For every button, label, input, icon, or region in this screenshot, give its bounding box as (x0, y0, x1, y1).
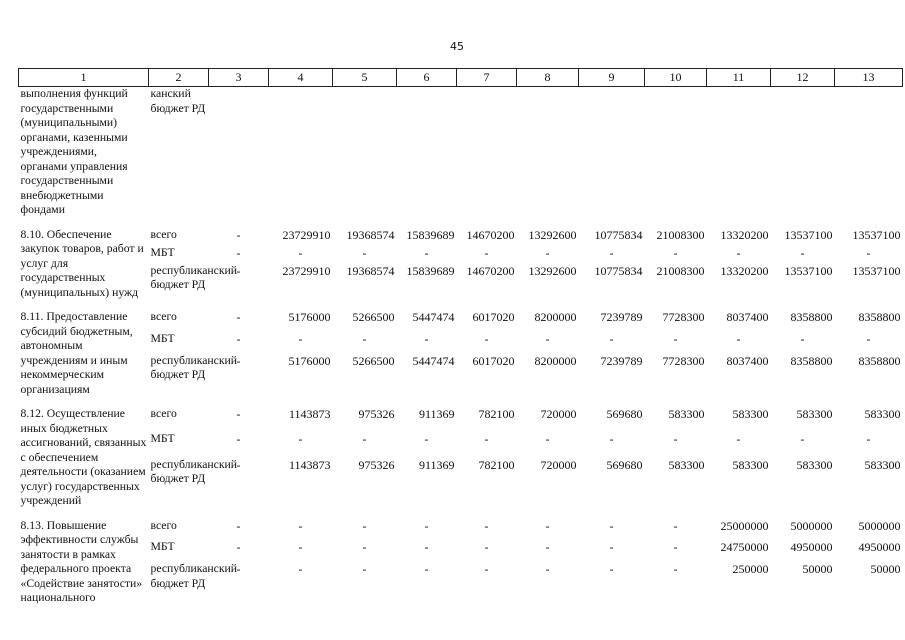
section-spacer (19, 509, 903, 519)
amount-cell: - (545, 245, 550, 260)
amount-cell: - (800, 245, 805, 260)
amount-cell: 14670200 (466, 263, 515, 278)
column-header: 10 (645, 69, 707, 87)
amount-cell: 720000 (540, 457, 577, 472)
amount-cell: 569680 (606, 407, 643, 421)
amount-cell: - (866, 245, 871, 260)
amount-cell: 720000 (540, 407, 577, 421)
amount-cell: - (673, 540, 678, 555)
continuation-row (19, 87, 903, 218)
amount-cell: - (609, 245, 614, 260)
table-row (19, 228, 903, 246)
amount-cell: - (609, 562, 614, 576)
amount-cell: 23729910 (282, 263, 331, 278)
amount-cell: - (609, 331, 614, 346)
col3-cell: - (236, 407, 241, 421)
col3-cell: - (236, 310, 241, 324)
table-row (19, 407, 903, 432)
table-row (19, 310, 903, 332)
amount-cell: 975326 (358, 457, 395, 472)
amount-cell: 50000 (802, 562, 833, 576)
amount-cell: 5176000 (288, 310, 331, 324)
amount-cell: - (484, 432, 489, 447)
col3-cell: - (236, 353, 241, 368)
measure-description: 8.13. Повышение эффективности службы занятости в рамках федерального проекта «Содействие занятости» национального (20, 518, 143, 604)
continuation-budget-type: канский бюджет РД (150, 87, 206, 115)
budget-type: всего (150, 407, 177, 420)
amount-cell: 5266500 (352, 353, 395, 368)
budget-type: МБТ (150, 245, 175, 259)
amount-cell: - (866, 331, 871, 346)
amount-cell: - (362, 540, 367, 555)
amount-cell: - (800, 331, 805, 346)
amount-cell: 583300 (864, 407, 901, 421)
budget-type: всего (150, 518, 177, 532)
amount-cell: 19368574 (346, 227, 395, 242)
column-header: 12 (771, 69, 835, 87)
amount-cell: 5000000 (858, 518, 901, 533)
amount-cell: - (298, 331, 303, 346)
amount-cell: 50000 (870, 562, 901, 576)
amount-cell: 782100 (478, 457, 515, 472)
budget-type: республиканский бюджет РД (150, 263, 238, 292)
budget-type: МБТ (150, 432, 175, 446)
amount-cell: - (545, 540, 550, 555)
amount-cell: - (362, 245, 367, 260)
amount-cell: - (866, 432, 871, 447)
amount-cell: 23729910 (282, 227, 331, 242)
amount-cell: - (424, 432, 429, 447)
amount-cell: - (362, 518, 367, 533)
amount-cell: 13537100 (852, 227, 901, 242)
table-row (19, 540, 903, 562)
column-header: 3 (209, 69, 269, 87)
amount-cell: - (484, 518, 489, 533)
col3-cell: - (236, 331, 241, 346)
budget-type: республиканский бюджет РД (150, 457, 238, 486)
amount-cell: - (484, 245, 489, 260)
amount-cell: - (609, 432, 614, 447)
budget-type: республиканский бюджет РД (150, 562, 238, 590)
amount-cell: - (298, 245, 303, 260)
amount-cell: 583300 (668, 457, 705, 472)
amount-cell: - (736, 245, 741, 260)
amount-cell: - (424, 518, 429, 533)
amount-cell: 782100 (478, 407, 515, 421)
amount-cell: 25000000 (720, 518, 769, 533)
column-header: 1 (19, 69, 149, 87)
amount-cell: 911369 (418, 457, 455, 472)
table-row (19, 264, 903, 300)
amount-cell: - (484, 540, 489, 555)
amount-cell: 4950000 (790, 540, 833, 555)
measure-description: 8.10. Обеспечение закупок товаров, работ и услуг для государственных (муниципальных) нужд (20, 227, 144, 299)
amount-cell: - (673, 245, 678, 260)
amount-cell: 19368574 (346, 263, 395, 278)
amount-cell: 7239789 (600, 310, 643, 324)
amount-cell: - (298, 518, 303, 533)
column-header: 2 (149, 69, 209, 87)
amount-cell: 21008300 (656, 263, 705, 278)
budget-table (18, 68, 903, 606)
section-spacer (19, 218, 903, 228)
amount-cell: 8358800 (858, 353, 901, 368)
amount-cell: 5266500 (352, 310, 395, 324)
column-header: 7 (457, 69, 517, 87)
amount-cell: 8200000 (534, 310, 577, 324)
amount-cell: - (545, 432, 550, 447)
budget-type: МБТ (150, 540, 175, 554)
budget-type: республиканский бюджет РД (150, 353, 238, 381)
amount-cell: - (424, 562, 429, 576)
amount-cell: 14670200 (466, 227, 515, 242)
table-body (19, 87, 903, 606)
col3-cell: - (236, 540, 241, 555)
amount-cell: 6017020 (472, 353, 515, 368)
amount-cell: - (484, 562, 489, 576)
amount-cell: 583300 (796, 457, 833, 472)
amount-cell: 5176000 (288, 353, 331, 368)
amount-cell: - (298, 432, 303, 447)
amount-cell: - (298, 562, 303, 576)
amount-cell: - (609, 540, 614, 555)
amount-cell: - (673, 432, 678, 447)
column-header: 11 (707, 69, 771, 87)
continuation-description: выполнения функций государственными (муниципальными) органами, казенными учреждениями, органами управления государственными внебюджетными фондами (20, 87, 128, 216)
amount-cell: 583300 (732, 407, 769, 421)
column-header: 6 (397, 69, 457, 87)
section-spacer (19, 300, 903, 310)
col3-cell: - (236, 227, 241, 242)
amount-cell: - (362, 432, 367, 447)
budget-type: всего (150, 310, 177, 323)
page-number: 45 (450, 40, 464, 53)
amount-cell: 10775834 (594, 263, 643, 278)
amount-cell: 569680 (606, 457, 643, 472)
amount-cell: 13537100 (784, 263, 833, 278)
amount-cell: - (609, 518, 614, 533)
amount-cell: 5447474 (412, 310, 455, 324)
column-header: 5 (333, 69, 397, 87)
section-spacer (19, 397, 903, 407)
amount-cell: 5447474 (412, 353, 455, 368)
budget-type: всего (150, 227, 177, 241)
budget-type: МБТ (150, 331, 175, 345)
amount-cell: 13320200 (720, 227, 769, 242)
amount-cell: 8037400 (726, 310, 769, 324)
table-row (19, 519, 903, 541)
col3-cell: - (236, 457, 241, 472)
amount-cell: 13537100 (784, 227, 833, 242)
amount-cell: - (736, 432, 741, 447)
amount-cell: - (545, 518, 550, 533)
amount-cell: - (800, 432, 805, 447)
measure-description: 8.12. Осуществление иных бюджетных ассигнований, связанных с обеспечением деятельности (оказанием услуг) государственных учреждений (20, 407, 147, 507)
amount-cell: - (362, 331, 367, 346)
amount-cell: 7728300 (662, 310, 705, 324)
amount-cell: 911369 (418, 407, 455, 421)
column-number-row (19, 69, 903, 87)
column-header: 9 (579, 69, 645, 87)
amount-cell: 8037400 (726, 353, 769, 368)
amount-cell: - (424, 245, 429, 260)
amount-cell: - (362, 562, 367, 576)
measure-description: 8.11. Предоставление субсидий бюджетным, автономным учреждениям и иным некоммерческим организациям (20, 310, 133, 396)
amount-cell: 10775834 (594, 227, 643, 242)
amount-cell: 15839689 (406, 263, 455, 278)
amount-cell: 4950000 (858, 540, 901, 555)
col3-cell: - (236, 518, 241, 533)
amount-cell: - (298, 540, 303, 555)
table-row (19, 354, 903, 398)
amount-cell: 8200000 (534, 353, 577, 368)
table-row (19, 562, 903, 606)
col3-cell: - (236, 263, 241, 278)
amount-cell: - (673, 562, 678, 576)
amount-cell: 583300 (732, 457, 769, 472)
amount-cell: - (424, 540, 429, 555)
amount-cell: 15839689 (406, 227, 455, 242)
amount-cell: 13320200 (720, 263, 769, 278)
amount-cell: 1143873 (288, 407, 331, 421)
amount-cell: - (424, 331, 429, 346)
table-row (19, 458, 903, 509)
amount-cell: - (673, 518, 678, 533)
amount-cell: 250000 (732, 562, 769, 576)
table-row (19, 332, 903, 354)
table-row (19, 432, 903, 457)
amount-cell: 8358800 (790, 310, 833, 324)
amount-cell: 13292600 (528, 263, 577, 278)
column-header: 13 (835, 69, 903, 87)
amount-cell: 583300 (864, 457, 901, 472)
amount-cell: 975326 (358, 407, 395, 421)
amount-cell: - (545, 562, 550, 576)
amount-cell: 13537100 (852, 263, 901, 278)
amount-cell: 21008300 (656, 227, 705, 242)
amount-cell: 8358800 (790, 353, 833, 368)
amount-cell: 24750000 (720, 540, 769, 555)
amount-cell: - (545, 331, 550, 346)
column-header: 8 (517, 69, 579, 87)
table-row (19, 246, 903, 264)
col3-cell: - (236, 562, 241, 576)
col3-cell: - (236, 432, 241, 447)
amount-cell: 6017020 (472, 310, 515, 324)
amount-cell: - (484, 331, 489, 346)
amount-cell: - (673, 331, 678, 346)
amount-cell: 7728300 (662, 353, 705, 368)
amount-cell: 1143873 (288, 457, 331, 472)
amount-cell: - (736, 331, 741, 346)
column-header: 4 (269, 69, 333, 87)
amount-cell: 5000000 (790, 518, 833, 533)
amount-cell: 8358800 (858, 310, 901, 324)
amount-cell: 583300 (668, 407, 705, 421)
amount-cell: 13292600 (528, 227, 577, 242)
col3-cell: - (236, 245, 241, 260)
amount-cell: 583300 (796, 407, 833, 421)
amount-cell: 7239789 (600, 353, 643, 368)
